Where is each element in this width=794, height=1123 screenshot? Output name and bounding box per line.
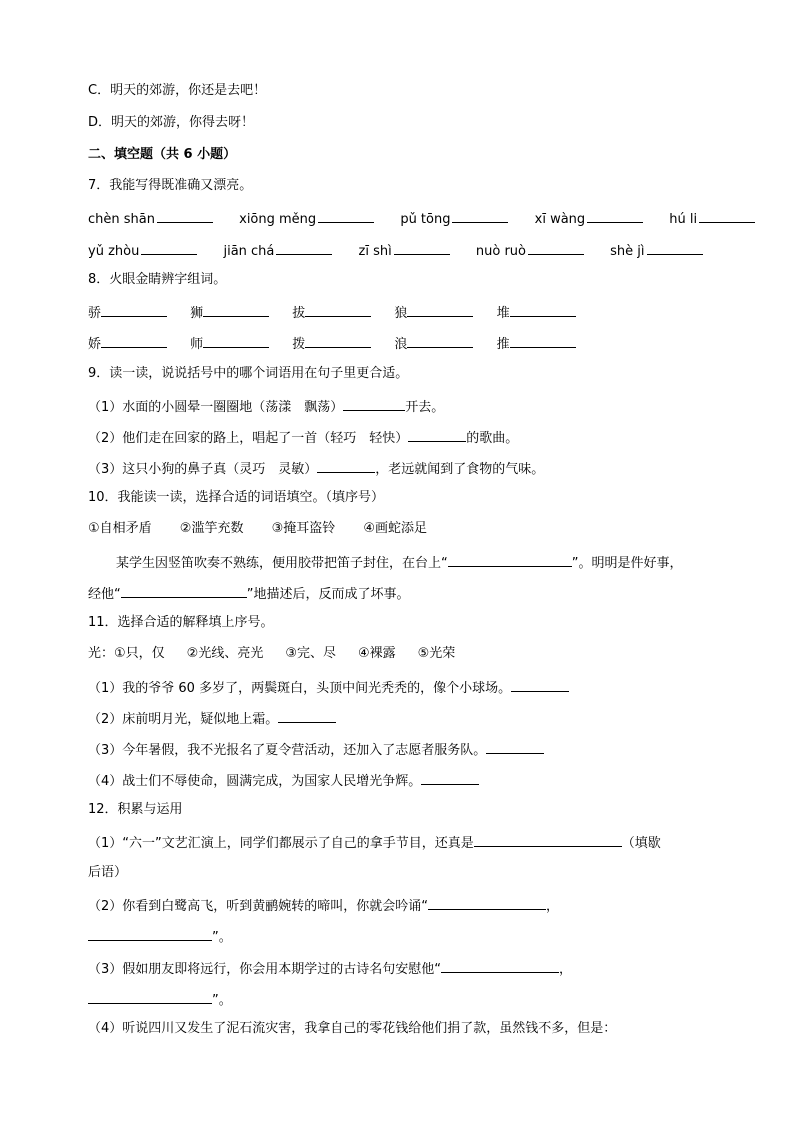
answer-blank[interactable]: [441, 958, 559, 973]
q7-row1: [88, 208, 755, 229]
q12-title: 12．积累与运用: [88, 802, 183, 817]
character: 拔: [292, 306, 306, 321]
q12-item-2-cont: ”。: [88, 926, 232, 947]
q12-item-1: （1）“六一”文艺汇演上，同学们都展示了自己的拿手节目，还真是 （填歇: [88, 832, 661, 853]
q11-label: 光：: [88, 646, 115, 661]
answer-blank[interactable]: [428, 895, 546, 910]
q9-item-3: （3）这只小狗的鼻子真（灵巧 灵敏） ，老远就闻到了食物的气味。: [88, 458, 544, 479]
q11-options: [88, 645, 455, 663]
answer-blank[interactable]: [699, 208, 755, 223]
pinyin: yǔ zhòu: [88, 244, 140, 259]
answer-blank[interactable]: [317, 458, 375, 473]
option: ⑤光荣: [417, 646, 456, 661]
option: ②光线、亮光: [186, 646, 264, 661]
answer-blank[interactable]: [510, 302, 576, 317]
q11-item-3: （3）今年暑假，我不光报名了夏令营活动，还加入了志愿者服务队。: [88, 739, 544, 760]
option: ④画蛇添足: [363, 521, 428, 536]
answer-blank[interactable]: [474, 832, 622, 847]
answer-blank[interactable]: [101, 333, 167, 348]
character: 浪: [394, 337, 408, 352]
q9-item-2: （2）他们走在回家的路上，唱起了一首（轻巧 轻快） 的歌曲。: [88, 427, 518, 448]
q10-title: 10．我能读一读，选择合适的词语填空。（填序号）: [88, 490, 385, 505]
q12-item-4: （4）听说四川又发生了泥石流灾害，我拿自己的零花钱给他们捐了款，虽然钱不多，但是：: [88, 1021, 617, 1036]
q11-item-2: （2）床前明月光，疑似地上霜。: [88, 708, 336, 729]
q11-item-1: （1）我的爷爷 60 多岁了，两鬓斑白，头顶中间光秃秃的，像个小球场。: [88, 677, 569, 698]
answer-blank[interactable]: [278, 708, 336, 723]
answer-blank[interactable]: [343, 396, 405, 411]
answer-blank[interactable]: [421, 770, 479, 785]
option: ④裸露: [357, 646, 396, 661]
character: 狮: [190, 306, 204, 321]
q8-title: 8．火眼金睛辨字组词。: [88, 272, 227, 287]
pinyin: hú li: [669, 212, 698, 227]
option: ②滥竽充数: [179, 521, 244, 536]
character: 推: [496, 337, 510, 352]
answer-blank[interactable]: [486, 739, 544, 754]
character: 师: [190, 337, 204, 352]
answer-blank[interactable]: [511, 677, 569, 692]
q12-item-3: （3）假如朋友即将远行，你会用本期学过的古诗名句安慰他“ ，: [88, 958, 572, 979]
answer-blank[interactable]: [587, 208, 643, 223]
q10-paragraph-line2: 经他“ ”地描述后，反而成了坏事。: [88, 583, 410, 604]
answer-blank[interactable]: [407, 302, 473, 317]
answer-blank[interactable]: [203, 302, 269, 317]
q7-row2: [88, 240, 703, 261]
option: ③完、尽: [285, 646, 336, 661]
answer-blank[interactable]: [407, 333, 473, 348]
option: ③掩耳盗铃: [271, 521, 336, 536]
pinyin: nuò ruò: [475, 244, 526, 259]
q11-item-4: （4）战士们不辱使命，圆满完成，为国家人民增光争辉。: [88, 770, 479, 791]
answer-blank[interactable]: [528, 240, 584, 255]
answer-blank[interactable]: [510, 333, 576, 348]
q12-item-1-cont: 后语）: [88, 865, 128, 880]
answer-blank[interactable]: [88, 926, 212, 941]
q12-item-3-cont: ”。: [88, 989, 232, 1010]
q9-title: 9．读一读，说说括号中的哪个词语用在句子里更合适。: [88, 366, 409, 381]
pinyin: jiān chá: [223, 244, 275, 259]
character: 骄: [88, 306, 102, 321]
answer-blank[interactable]: [121, 583, 247, 598]
answer-blank[interactable]: [647, 240, 703, 255]
character: 拨: [292, 337, 306, 352]
answer-blank[interactable]: [141, 240, 197, 255]
answer-blank[interactable]: [394, 240, 450, 255]
q9-item-1: （1）水面的小圆晕一圈圈地（荡漾 飘荡） 开去。: [88, 396, 444, 417]
answer-blank[interactable]: [276, 240, 332, 255]
pinyin: pǔ tōng: [400, 212, 451, 227]
answer-blank[interactable]: [318, 208, 374, 223]
q7-title: 7．我能写得既准确又漂亮。: [88, 178, 253, 193]
pinyin: zī shì: [358, 244, 392, 259]
answer-blank[interactable]: [452, 208, 508, 223]
answer-blank[interactable]: [448, 552, 572, 567]
option: ①只，仅: [114, 646, 165, 661]
q8-row1: [88, 302, 595, 323]
option-d: D．明天的郊游，你得去呀！: [88, 115, 255, 130]
q11-title: 11．选择合适的解释填上序号。: [88, 615, 274, 630]
section-title: 二、填空题（共 6 小题）: [88, 147, 237, 162]
pinyin: xī wàng: [534, 212, 586, 227]
q8-row2: [88, 333, 595, 354]
q12-item-2: （2）你看到白鹭高飞，听到黄鹂婉转的啼叫，你就会吟诵“ ，: [88, 895, 559, 916]
option-c: C．明天的郊游，你还是去吧！: [88, 83, 267, 98]
answer-blank[interactable]: [203, 333, 269, 348]
option: ①自相矛盾: [88, 521, 152, 536]
q10-paragraph-line1: 某学生因竖笛吹奏不熟练，便用胶带把笛子封住，在台上“ ”。明明是件好事，: [116, 552, 683, 573]
pinyin: xiōng měng: [239, 212, 317, 227]
character: 娇: [88, 337, 102, 352]
q10-options: [88, 520, 451, 538]
answer-blank[interactable]: [408, 427, 466, 442]
pinyin: shè jì: [610, 244, 645, 259]
answer-blank[interactable]: [305, 333, 371, 348]
answer-blank[interactable]: [101, 302, 167, 317]
character: 狼: [394, 306, 408, 321]
answer-blank[interactable]: [88, 989, 212, 1004]
pinyin: chèn shān: [88, 212, 155, 227]
character: 堆: [496, 306, 510, 321]
answer-blank[interactable]: [305, 302, 371, 317]
answer-blank[interactable]: [157, 208, 213, 223]
